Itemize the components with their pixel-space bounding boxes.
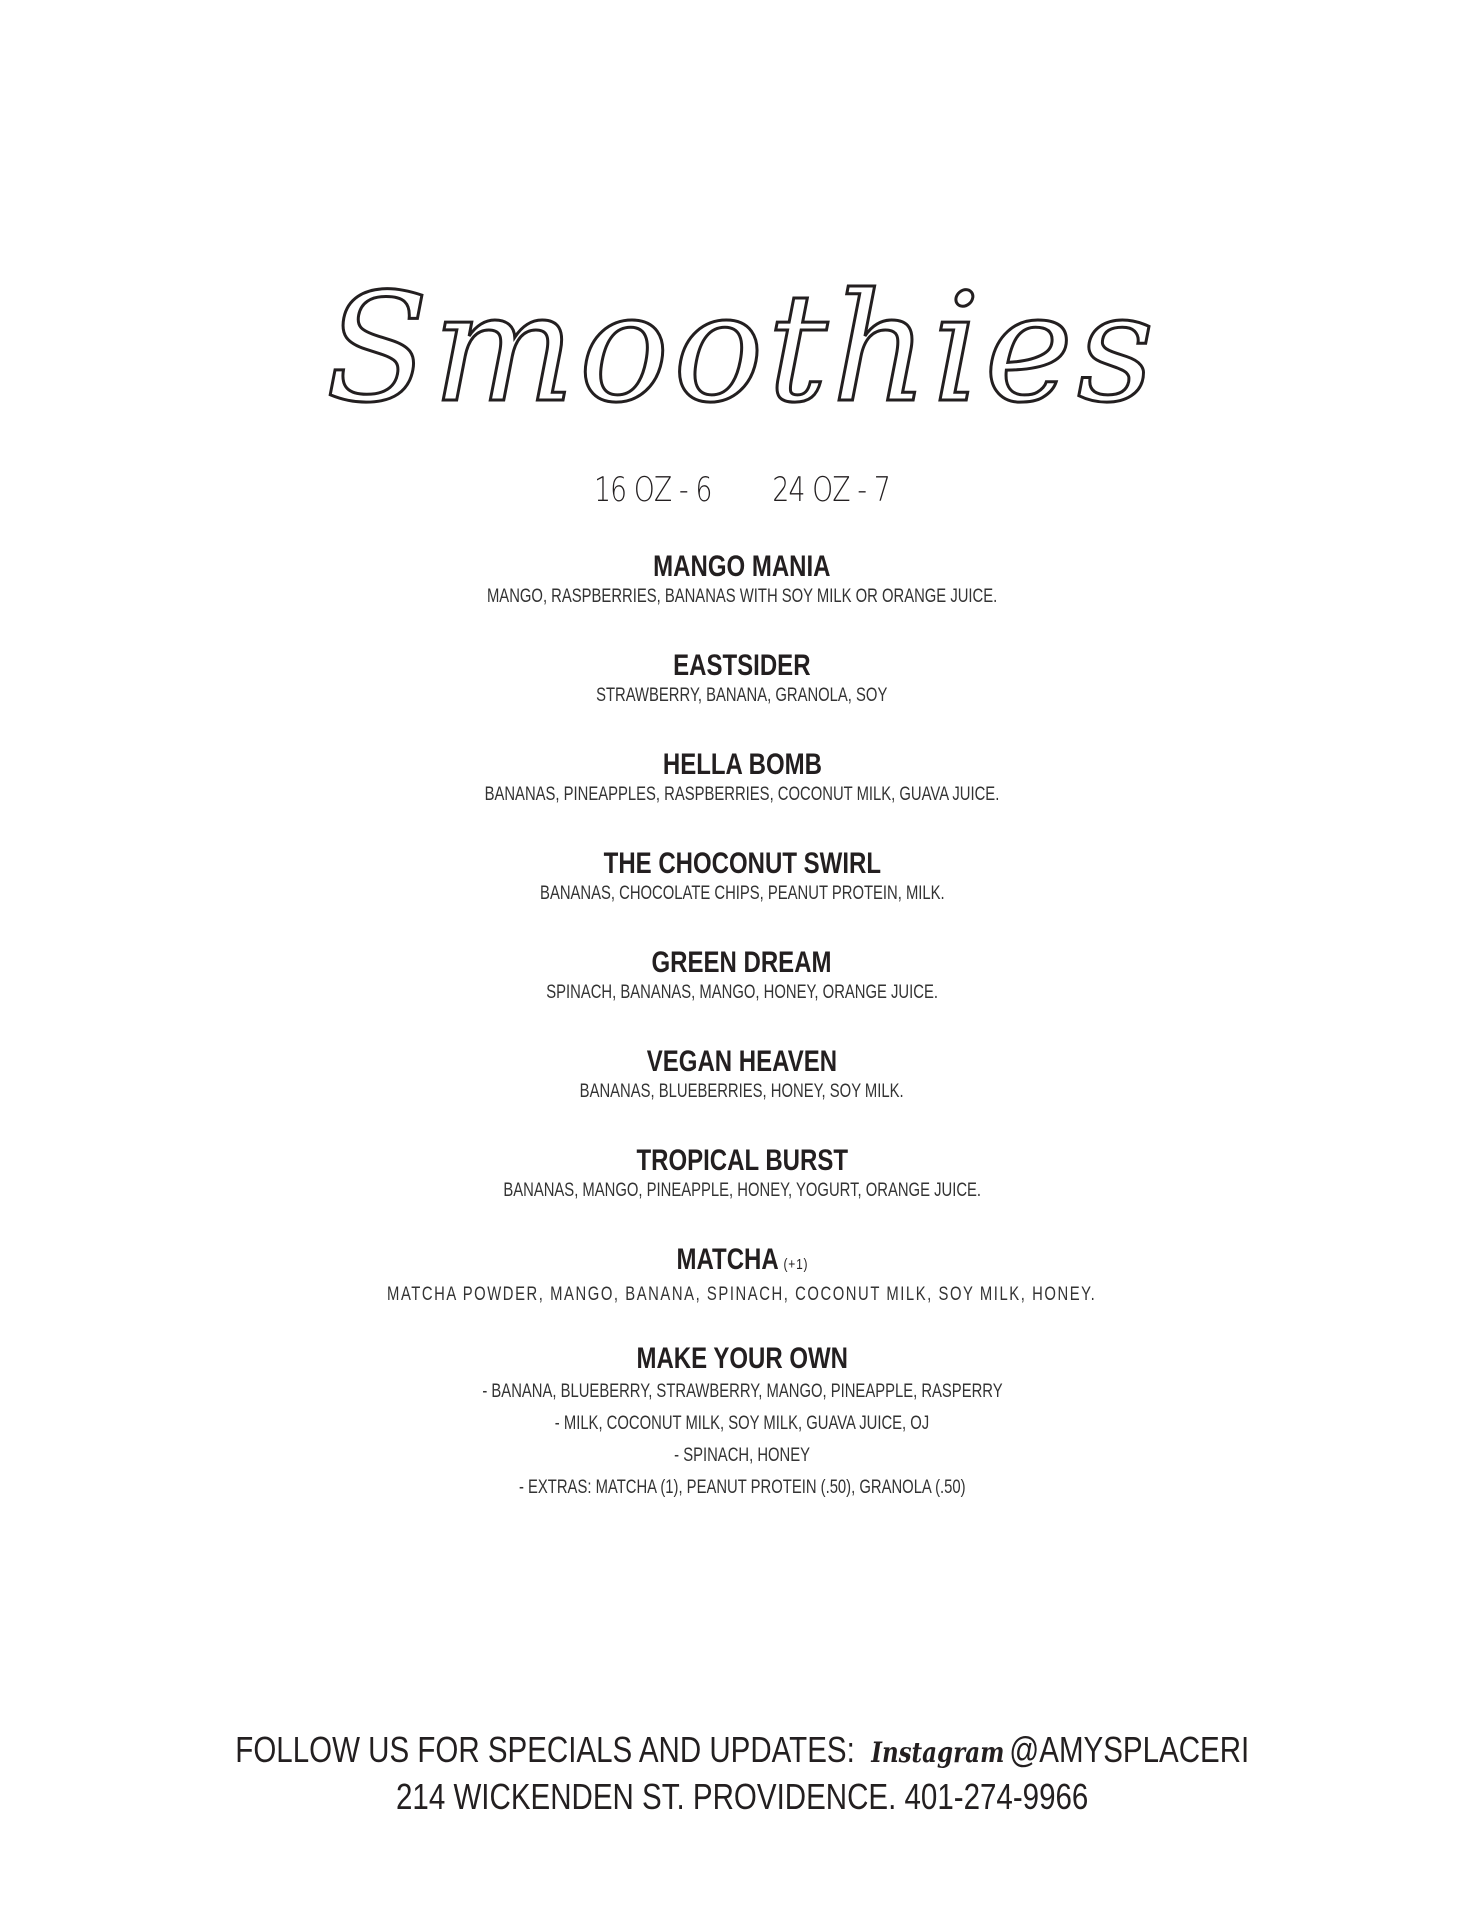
custom-option-line: - SPINACH, HONEY — [674, 1445, 810, 1466]
item-name: TROPICAL BURST — [636, 1144, 848, 1177]
item-description: MANGO, RASPBERRIES, BANANAS WITH SOY MILK OR ORANGE JUICE. — [486, 586, 998, 607]
menu-item — [0, 1045, 1484, 1144]
menu-item — [0, 1243, 1484, 1342]
item-description: BANANAS, BLUEBERRIES, HONEY, SOY MILK. — [580, 1081, 904, 1102]
item-description: MATCHA POWDER, MANGO, BANANA, SPINACH, COCONUT MILK, SOY MILK, HONEY. — [387, 1284, 1097, 1305]
address-line: 214 WICKENDEN ST. PROVIDENCE. 401-274-9966 — [395, 1776, 1089, 1817]
menu-item — [0, 946, 1484, 1045]
item-name: MANGO MANIA — [653, 550, 831, 583]
menu-title — [0, 250, 1484, 460]
svg-text:Smoothies: Smoothies — [325, 262, 1159, 436]
item-name: THE CHOCONUT SWIRL — [603, 847, 881, 880]
item-name-text: MATCHA — [676, 1243, 779, 1276]
follow-line — [235, 1728, 1249, 1775]
size-16oz: 16 OZ - 6 — [594, 470, 712, 510]
menu-item — [0, 1144, 1484, 1243]
smoothies-script-title — [325, 250, 1159, 460]
custom-option-line: - BANANA, BLUEBERRY, STRAWBERRY, MANGO, PINEAPPLE, RASPERRY — [481, 1381, 1003, 1402]
item-description: STRAWBERRY, BANANA, GRANOLA, SOY — [596, 685, 888, 706]
custom-option-line: - EXTRAS: MATCHA (1), PEANUT PROTEIN (.50), GRANOLA (.50) — [518, 1477, 966, 1498]
footer — [0, 1728, 1484, 1819]
item-name — [676, 1243, 808, 1282]
item-surcharge: (+1) — [783, 1256, 808, 1273]
item-description: BANANAS, PINEAPPLES, RASPBERRIES, COCONUT MILK, GUAVA JUICE. — [484, 784, 1000, 805]
item-name: MAKE YOUR OWN — [636, 1342, 848, 1375]
item-description: BANANAS, CHOCOLATE CHIPS, PEANUT PROTEIN, MILK. — [539, 883, 945, 904]
item-name: VEGAN HEAVEN — [646, 1045, 838, 1078]
item-description: BANANAS, MANGO, PINEAPPLE, HONEY, YOGURT, ORANGE JUICE. — [503, 1180, 981, 1201]
menu-item — [0, 748, 1484, 847]
item-name: HELLA BOMB — [662, 748, 822, 781]
item-name: GREEN DREAM — [651, 946, 832, 979]
size-pricing — [163, 470, 1321, 510]
smoothie-menu — [0, 550, 1484, 1504]
menu-item — [0, 847, 1484, 946]
size-24oz: 24 OZ - 7 — [772, 470, 890, 510]
item-name: EASTSIDER — [673, 649, 811, 682]
make-your-own-section — [0, 1342, 1484, 1504]
custom-option-line: - MILK, COCONUT MILK, SOY MILK, GUAVA JUICE, OJ — [554, 1413, 930, 1434]
follow-text: FOLLOW US FOR SPECIALS AND UPDATES: — [235, 1729, 855, 1770]
menu-item — [0, 649, 1484, 748]
instagram-logo-text: Instagram — [870, 1736, 1005, 1769]
menu-item — [0, 550, 1484, 649]
instagram-handle[interactable]: @AMYSPLACERI — [1009, 1729, 1249, 1770]
item-description: SPINACH, BANANAS, MANGO, HONEY, ORANGE JUICE. — [546, 982, 938, 1003]
